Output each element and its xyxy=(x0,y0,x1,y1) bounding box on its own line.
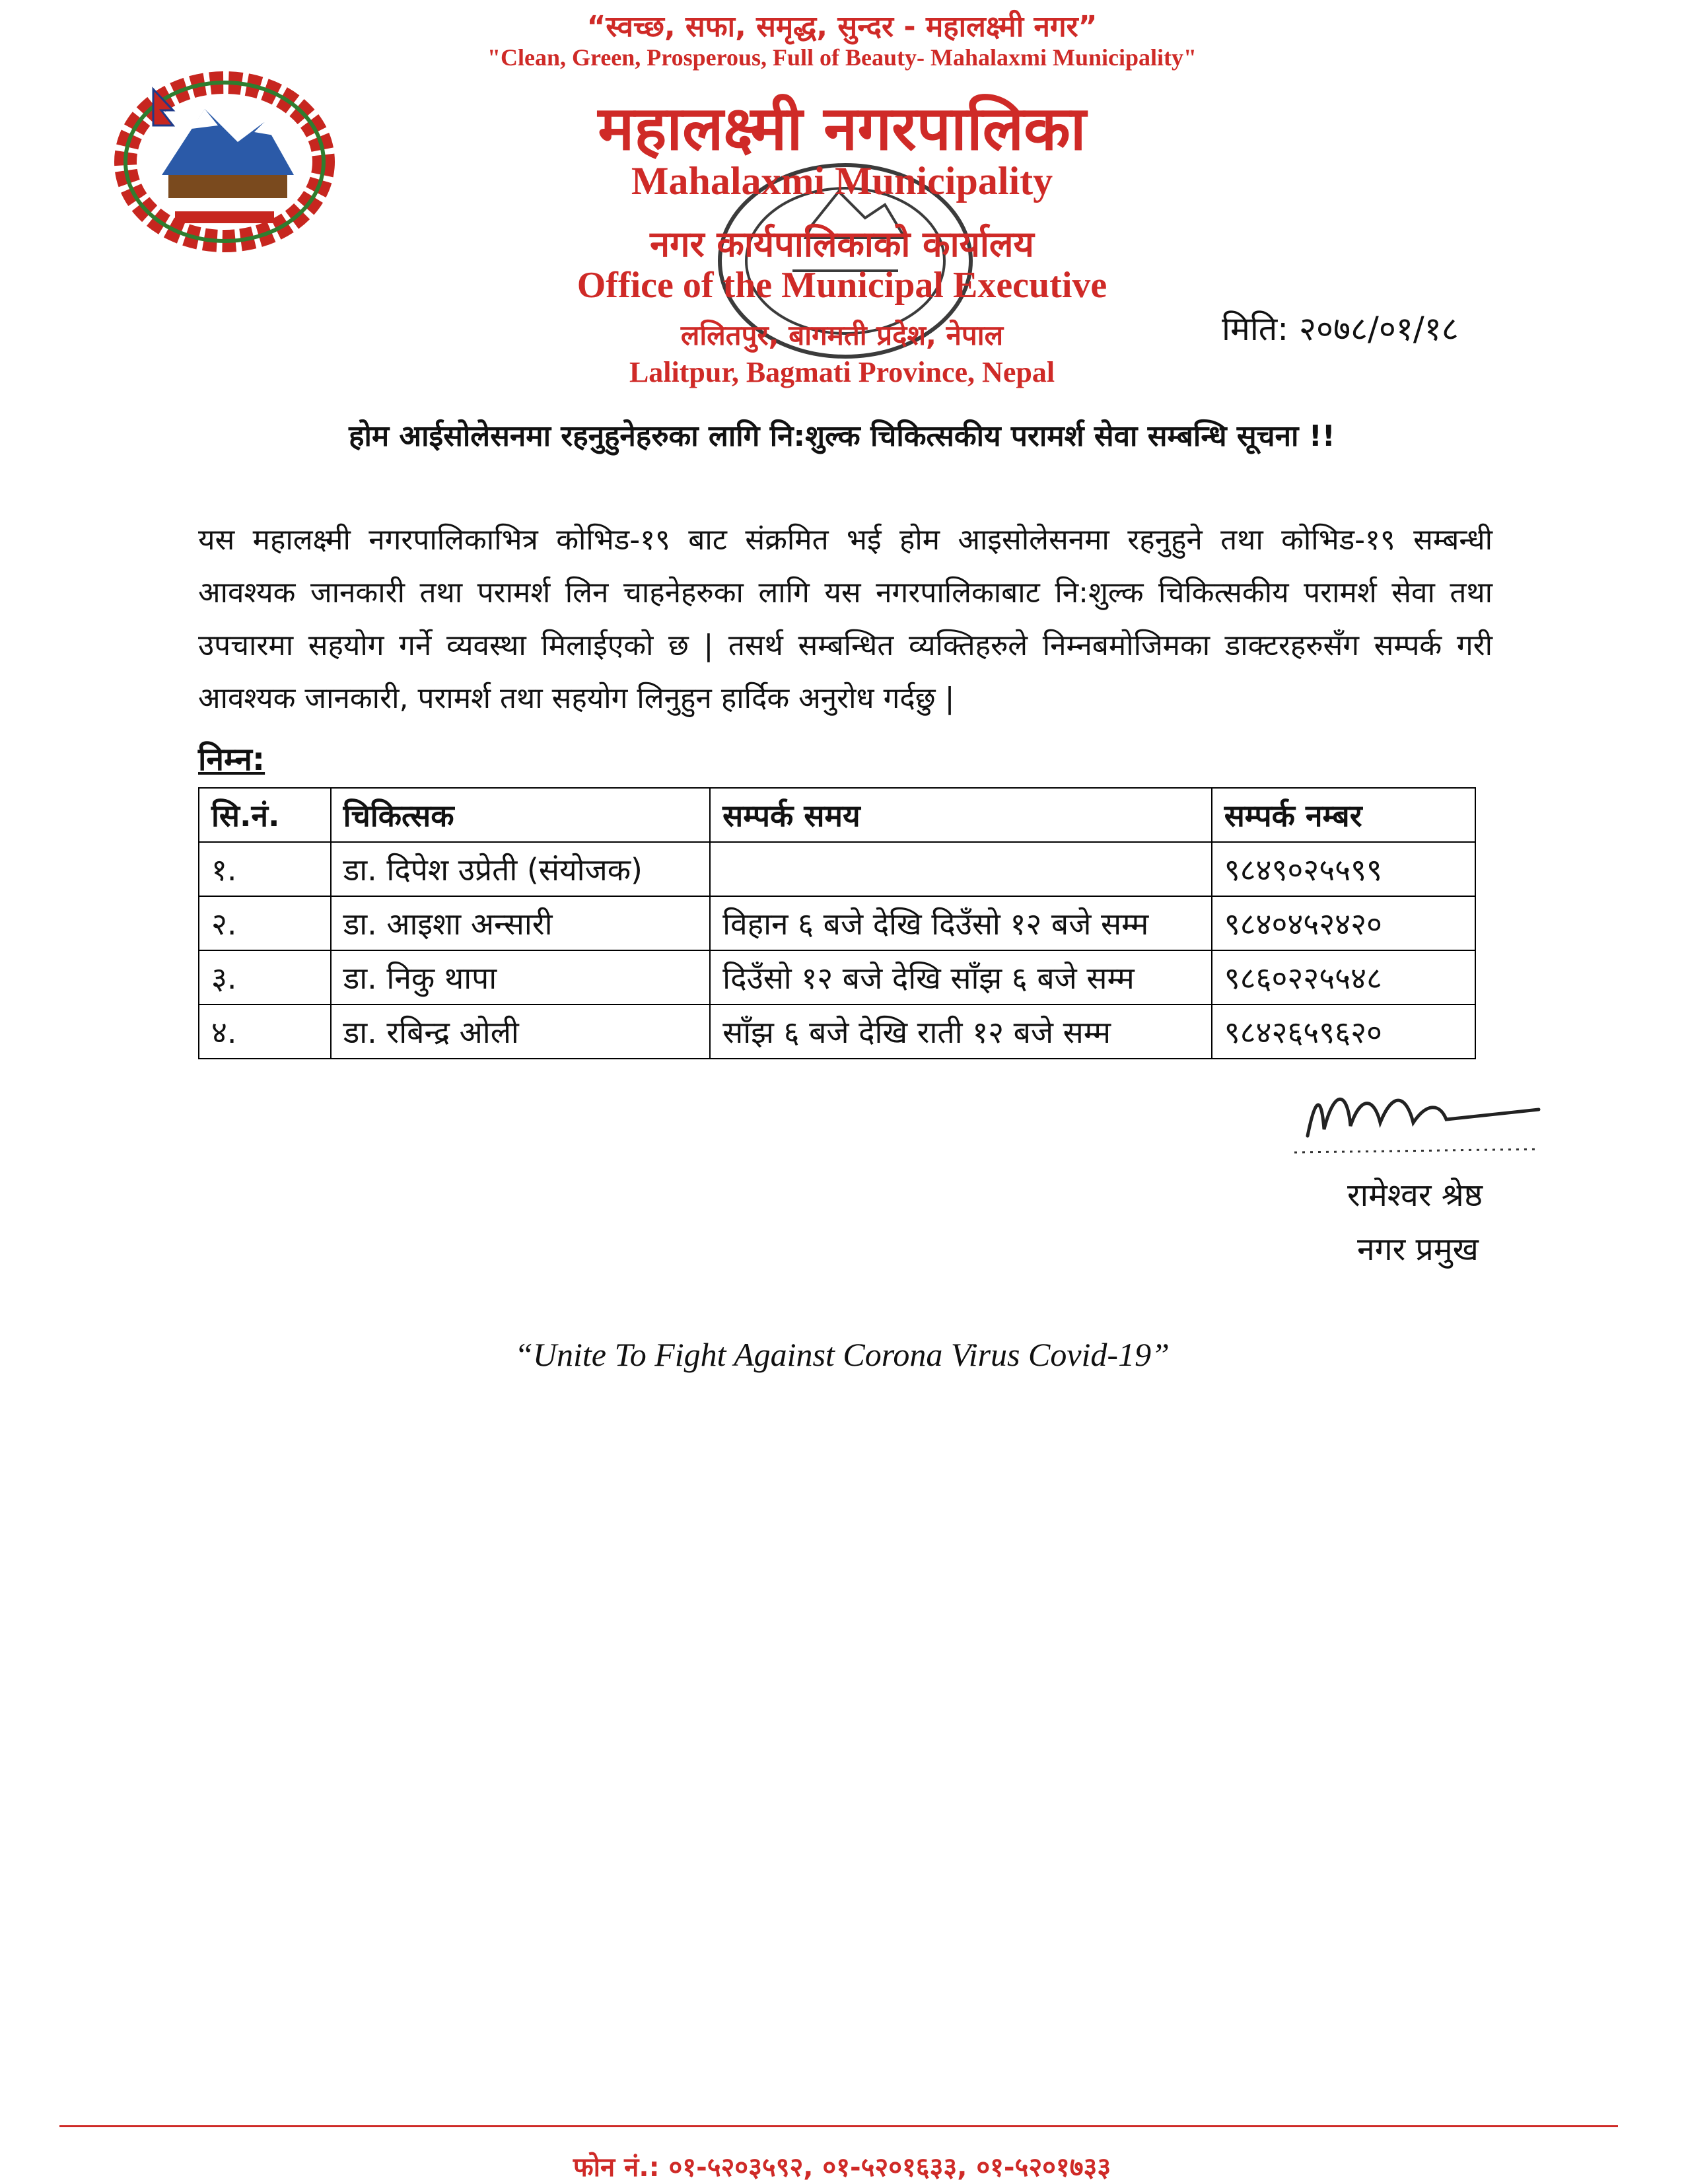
doctor-cell: डा. दिपेश उप्रेती (संयोजक) xyxy=(331,842,711,896)
contact-time-cell: विहान ६ बजे देखि दिउँसो १२ बजे सम्म xyxy=(710,896,1212,950)
footer-phone-numbers: फोन नं.: ०१-५२०३५९२, ०१-५२०१६३३, ०१-५२०१७३३ xyxy=(573,2152,1111,2183)
doctor-contact-table xyxy=(198,787,1476,1059)
signatory-title: नगर प्रमुख xyxy=(1357,1231,1479,1268)
doctor-cell: डा. निकु थापा xyxy=(331,950,711,1004)
table-row xyxy=(199,842,1475,896)
serial-cell: ३. xyxy=(199,950,331,1004)
contact-number-cell: ९८४९०२५५९९ xyxy=(1212,842,1475,896)
office-name-nepali: नगर कार्यपालिकाको कार्यालय xyxy=(650,223,1034,265)
document-date: मिति: २०७८/०१/१८ xyxy=(1222,310,1459,348)
table-header-row xyxy=(199,788,1475,842)
header-slogan-nepali: “स्वच्छ, सफा, समृद्ध, सुन्दर - महालक्ष्मी नगर” xyxy=(586,10,1098,44)
notice-subject: होम आईसोलेसनमा रहनुहुनेहरुका लागि नि:शुल्क चिकित्सकीय परामर्श सेवा सम्बन्धि सूचना !! xyxy=(349,419,1335,453)
contact-time-cell: साँझ ६ बजे देखि राती १२ बजे सम्म xyxy=(710,1004,1212,1059)
serial-cell: २. xyxy=(199,896,331,950)
contact-number-cell: ९८६०२२५५४८ xyxy=(1212,950,1475,1004)
column-header-serial: सि.नं. xyxy=(199,788,331,842)
address-english: Lalitpur, Bagmati Province, Nepal xyxy=(629,356,1055,388)
doctor-cell: डा. आइशा अन्सारी xyxy=(331,896,711,950)
column-header-contact-time: सम्पर्क समय xyxy=(710,788,1212,842)
signature-icon xyxy=(1288,1063,1552,1162)
table-row xyxy=(199,1004,1475,1059)
column-header-contact-number: सम्पर्क नम्बर xyxy=(1212,788,1475,842)
doctor-cell: डा. रबिन्द्र ओली xyxy=(331,1004,711,1059)
covid-slogan: “Unite To Fight Against Corona Virus Covid-19” xyxy=(514,1336,1170,1373)
contact-number-cell: ९८४२६५९६२० xyxy=(1212,1004,1475,1059)
municipality-name-english: Mahalaxmi Municipality xyxy=(631,159,1053,203)
notice-body: यस महालक्ष्मी नगरपालिकाभित्र कोभिड-१९ बाट संक्रमित भई होम आइसोलेसनमा रहनुहुने तथा कोभिड-१९ सम्बन्धी आवश्यक जानकारी तथा परामर्श लिन चाहनेहरुका लागि यस नगरपालिकाबाट नि:शुल्क चिकित्सकीय परामर्श सेवा तथा उपचारमा सहयोग गर्ने व्यवस्था मिलाईएको छ | तसर्थ सम्बन्धित व्यक्तिहरुले निम्नबमोजिमका डाक्टरहरुसँग सम्पर्क गरी आवश्यक जानकारी, परामर्श तथा सहयोग लिनुहुन हार्दिक अनुरोध गर्दछु | xyxy=(198,523,1492,715)
address-nepali: ललितपुर, बागमती प्रदेश, नेपाल xyxy=(680,319,1004,351)
table-row xyxy=(199,896,1475,950)
serial-cell: १. xyxy=(199,842,331,896)
list-heading: निम्न: xyxy=(198,741,265,778)
serial-cell: ४. xyxy=(199,1004,331,1059)
table-row xyxy=(199,950,1475,1004)
contact-time-cell xyxy=(710,842,1212,896)
office-name-english: Office of the Municipal Executive xyxy=(577,265,1107,306)
footer-divider xyxy=(59,2125,1618,2127)
contact-time-cell: दिउँसो १२ बजे देखि साँझ ६ बजे सम्म xyxy=(710,950,1212,1004)
contact-number-cell: ९८४०४५२४२० xyxy=(1212,896,1475,950)
municipality-name-nepali: महालक्ष्मी नगरपालिका xyxy=(598,93,1086,164)
signatory-name: रामेश्वर श्रेष्ठ xyxy=(1347,1177,1483,1214)
header-slogan-english: "Clean, Green, Prosperous, Full of Beauty- Mahalaxmi Municipality" xyxy=(487,44,1197,71)
column-header-doctor: चिकित्सक xyxy=(331,788,711,842)
